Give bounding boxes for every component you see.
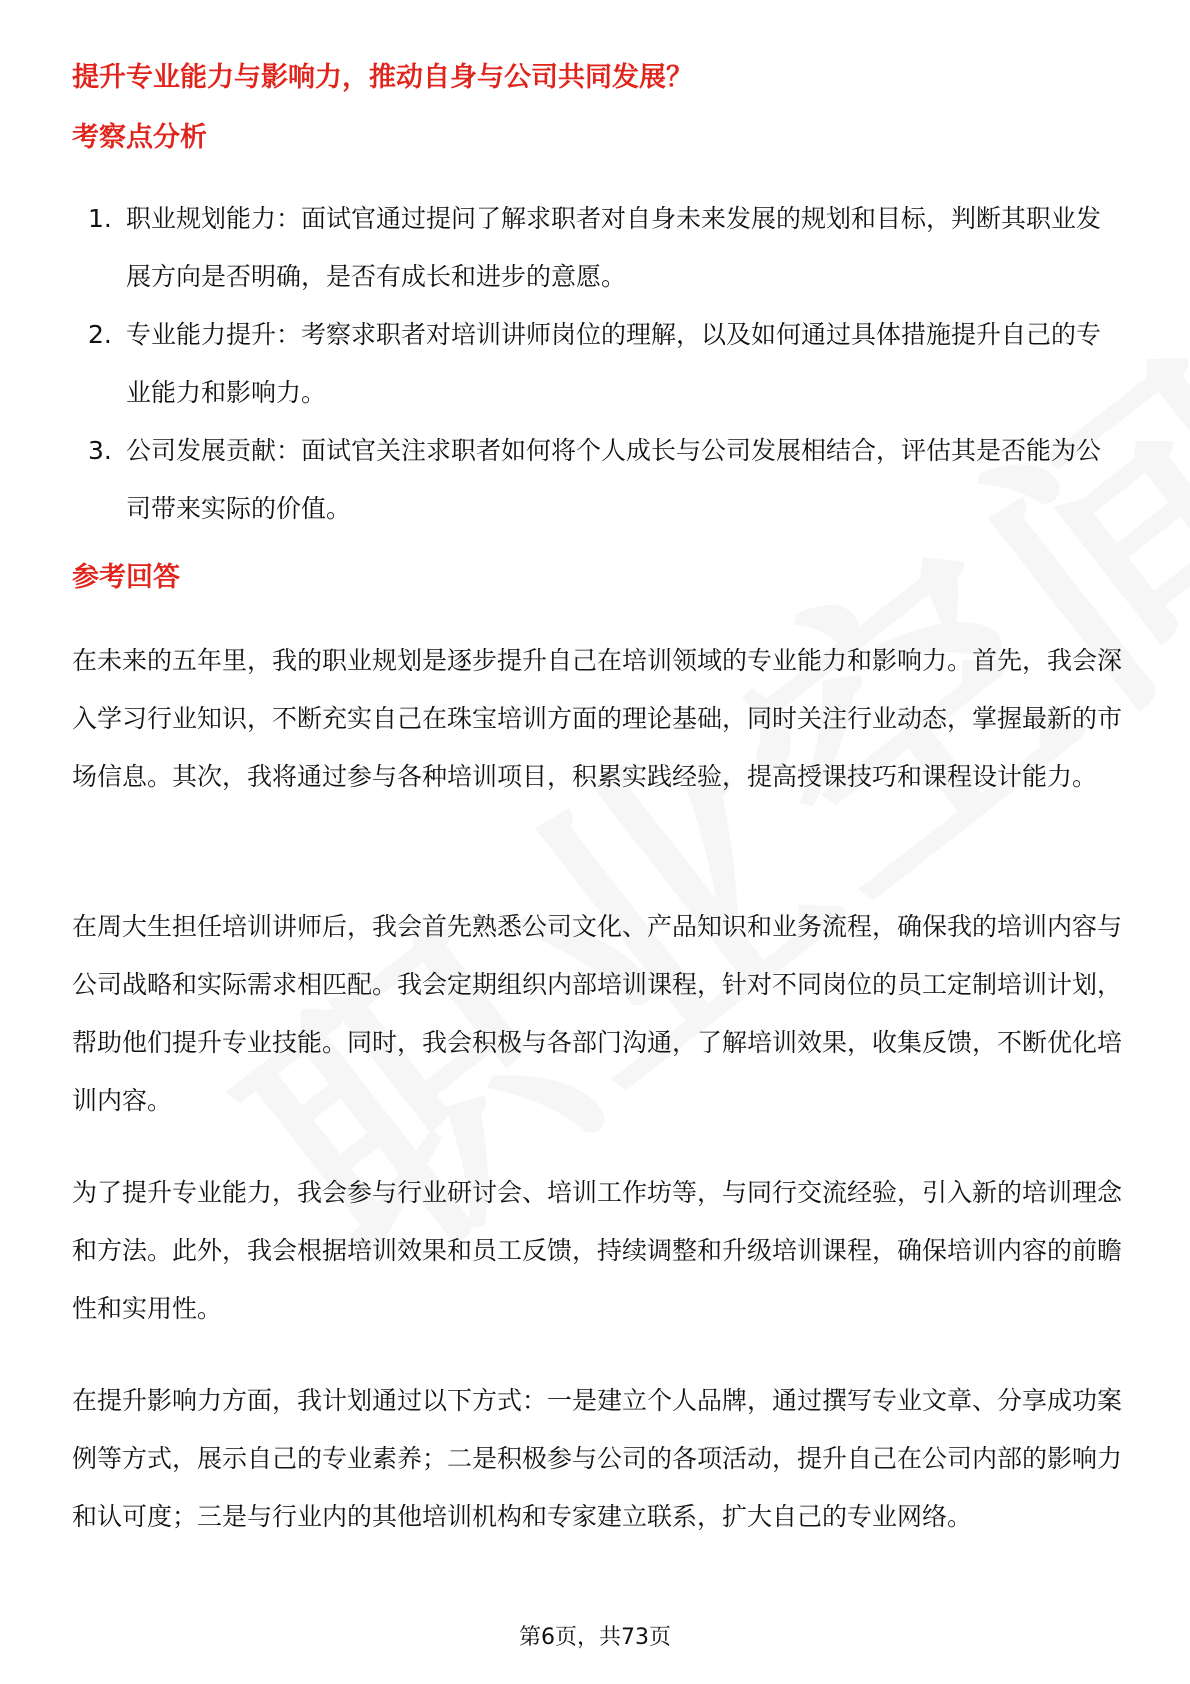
analysis-heading: 考察点分析	[72, 122, 207, 153]
answer-paragraph: 为了提升专业能力，我会参与行业研讨会、培训工作坊等，与同行交流经验，引入新的培训理念和方法。此外，我会根据培训效果和员工反馈，持续调整和升级培训课程，确保培训内容的前瞻性和实用性。	[72, 1178, 1123, 1323]
page-number-footer: 第6页，共73页	[519, 1625, 671, 1650]
item-text: 职业规划能力：面试官通过提问了解求职者对自身未来发展的规划和目标，判断其职业发展方向是否明确，是否有成长和进步的意愿。	[126, 204, 1102, 291]
answer-paragraph: 在未来的五年里，我的职业规划是逐步提升自己在培训领域的专业能力和影响力。首先，我会深入学习行业知识，不断充实自己在珠宝培训方面的理论基础，同时关注行业动态，掌握最新的市场信息。其次，我将通过参与各种培训项目，积累实践经验，提高授课技巧和课程设计能力。	[72, 646, 1123, 791]
answer-paragraph: 在周大生担任培训讲师后，我会首先熟悉公司文化、产品知识和业务流程，确保我的培训内容与公司战略和实际需求相匹配。我会定期组织内部培训课程，针对不同岗位的员工定制培训计划，帮助他们提升专业技能。同时，我会积极与各部门沟通，了解培训效果，收集反馈，不断优化培训内容。	[72, 912, 1123, 1115]
question-title: 提升专业能力与影响力，推动自身与公司共同发展？	[72, 62, 693, 93]
analysis-item	[72, 306, 1122, 422]
analysis-list	[72, 190, 1122, 538]
analysis-item	[72, 190, 1122, 306]
item-number: 1.	[88, 204, 112, 233]
analysis-item	[72, 422, 1122, 538]
item-text: 专业能力提升：考察求职者对培训讲师岗位的理解，以及如何通过具体措施提升自己的专业能力和影响力。	[126, 320, 1102, 407]
answer-heading: 参考回答	[72, 562, 180, 593]
item-number: 2.	[88, 320, 112, 349]
item-text: 公司发展贡献：面试官关注求职者如何将个人成长与公司发展相结合，评估其是否能为公司带来实际的价值。	[126, 436, 1102, 523]
answer-paragraph: 在提升影响力方面，我计划通过以下方式：一是建立个人品牌，通过撰写专业文章、分享成功案例等方式，展示自己的专业素养；二是积极参与公司的各项活动，提升自己在公司内部的影响力和认可度；三是与行业内的其他培训机构和专家建立联系，扩大自己的专业网络。	[72, 1386, 1123, 1531]
item-number: 3.	[88, 436, 112, 465]
